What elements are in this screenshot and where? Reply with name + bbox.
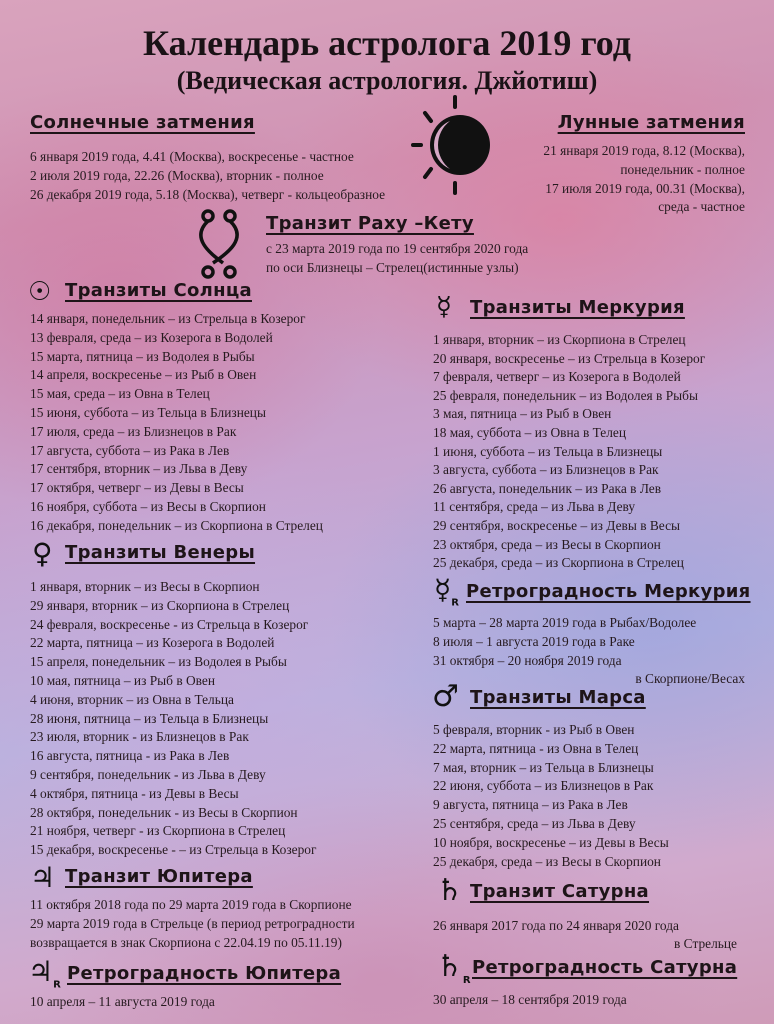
list-item: по оси Близнецы – Стрелец(истинные узлы) (266, 259, 519, 275)
list-item: 10 апреля – 11 августа 2019 года (30, 994, 215, 1009)
mercury-retro-heading: Ретроградность Меркурия (466, 581, 751, 602)
list-item: 10 ноября, воскресенье – из Девы в Весы (433, 834, 669, 850)
list-item: 25 декабря, среда – из Весы в Скорпион (433, 853, 661, 869)
sun-transits-list (30, 310, 323, 536)
list-item: 29 января, вторник – из Скорпиона в Стрелец (30, 597, 290, 613)
list-item: 14 апреля, воскресенье – из Рыб в Овен (30, 367, 257, 383)
list-item: 22 марта, пятница - из Овна в Телец (433, 740, 639, 756)
rahu-ketu-icon (188, 208, 248, 280)
list-item: 29 сентября, воскресенье – из Девы в Весы (433, 517, 681, 533)
venus-transits-list (30, 578, 316, 860)
lunar-eclipses-list (543, 142, 745, 217)
list-item: 15 апреля, понедельник – из Водолея в Рыбы (30, 654, 287, 670)
list-item: 2 июля 2019 года, 22.26 (Москва), вторник - полное (30, 167, 324, 183)
list-item: 9 сентября, понедельник - из Льва в Деву (30, 766, 266, 782)
list-item: 6 января 2019 года, 4.41 (Москва), воскресенье - частное (30, 149, 354, 164)
jupiter-symbol-icon: ♃ (30, 861, 56, 894)
list-item: 22 марта, пятница – из Козерога в Водолей (30, 635, 275, 651)
jupiter-transit-list (30, 896, 355, 952)
list-item: 25 сентября, среда – из Льва в Деву (433, 815, 636, 831)
page-title: Календарь астролога 2019 год (143, 23, 631, 63)
sun-transits-heading: Транзиты Солнца (65, 280, 252, 301)
list-item: 9 августа, пятница – из Рака в Лев (433, 797, 628, 813)
list-item: 30 апреля – 18 сентября 2019 года (433, 992, 627, 1007)
list-item: 28 октября, понедельник - из Весы в Скорпион (30, 804, 298, 820)
saturn-transit-list (433, 917, 679, 936)
list-item: возвращается в знак Скорпиона с 22.04.19 по 05.11.19) (30, 934, 342, 950)
lunar-eclipses-heading: Лунные затмения (557, 112, 745, 133)
saturn-transit-tail: в Стрельце (674, 936, 737, 951)
list-item: 14 января, понедельник – из Стрельца в Козерог (30, 311, 306, 326)
saturn-retro-heading: Ретроградность Сатурна (472, 957, 738, 978)
list-item: 21 ноября, четверг - из Скорпиона в Стрелец (30, 823, 286, 839)
saturn-transit-heading: Транзит Сатурна (470, 881, 650, 902)
list-item: 28 июня, пятница – из Тельца в Близнецы (30, 710, 269, 726)
list-item: 1 июня, суббота – из Тельца в Близнецы (433, 443, 663, 459)
list-item: 17 октября, четверг – из Девы в Весы (30, 480, 244, 496)
list-item: 23 октября, среда – из Весы в Скорпион (433, 536, 661, 552)
mercury-retro-tail: в Скорпионе/Весах (635, 671, 745, 686)
eclipse-icon (405, 95, 505, 195)
list-item: 16 декабря, понедельник – из Скорпиона в Стрелец (30, 517, 323, 533)
list-item: 24 февраля, воскресенье - из Стрельца в Козерог (30, 616, 309, 632)
list-item: 1 января, вторник – из Скорпиона в Стрелец (433, 332, 686, 347)
page-subtitle: (Ведическая астрология. Джйотиш) (176, 66, 598, 95)
list-item: 10 мая, пятница – из Рыб в Овен (30, 672, 216, 688)
list-item: с 23 марта 2019 года по 19 сентября 2020 года (266, 241, 529, 256)
list-item: 18 мая, суббота – из Овна в Телец (433, 424, 627, 440)
mercury-retro-symbol-icon (434, 573, 459, 609)
rahu-ketu-heading: Транзит Раху –Кету (266, 213, 474, 234)
saturn-symbol-icon: ♄ (436, 873, 463, 908)
list-item: 31 октября – 20 ноября 2019 года (433, 652, 622, 668)
mars-transits-list (433, 721, 669, 871)
list-item: 26 декабря 2019 года, 5.18 (Москва), четверг - кольцеобразное (30, 186, 386, 202)
list-item: 15 июня, суббота – из Тельца в Близнецы (30, 404, 266, 420)
jupiter-retro-list (30, 993, 215, 1012)
list-item: 29 марта 2019 года в Стрельце (в период ретроградности (30, 915, 355, 931)
list-item: 26 января 2017 года по 24 января 2020 года (433, 918, 679, 933)
jupiter-retro-heading: Ретроградность Юпитера (67, 963, 342, 984)
retro-mark: R (451, 597, 459, 609)
list-item: понедельник - полное (620, 161, 745, 177)
venus-transits-heading: Транзиты Венеры (65, 542, 256, 563)
list-item: 21 января 2019 года, 8.12 (Москва), (543, 143, 745, 158)
solar-eclipses-heading: Солнечные затмения (30, 112, 255, 133)
list-item: 17 июля 2019 года, 00.31 (Москва), (545, 180, 745, 196)
list-item: 15 декабря, воскресенье - – из Стрельца в Козерог (30, 842, 317, 858)
saturn-retro-list (433, 991, 627, 1010)
list-item: 5 февраля, вторник - из Рыб в Овен (433, 722, 635, 737)
jupiter-glyph: ♃ (28, 955, 54, 988)
mercury-retro-list (433, 614, 696, 670)
retro-mark: R (53, 979, 61, 991)
list-item: 17 сентября, вторник – из Льва в Деву (30, 461, 248, 477)
mercury-transits-heading: Транзиты Меркурия (470, 297, 685, 318)
jupiter-retro-symbol-icon (28, 955, 61, 991)
list-item: 4 июня, вторник – из Овна в Тельца (30, 691, 234, 707)
list-item: 26 августа, понедельник – из Рака в Лев (433, 480, 662, 496)
list-item: 25 декабря, среда – из Скорпиона в Стрелец (433, 555, 684, 571)
saturn-retro-symbol-icon (436, 949, 471, 986)
venus-symbol-icon: ♀ (32, 537, 53, 570)
list-item: 25 февраля, понедельник – из Водолея в Рыбы (433, 387, 698, 403)
list-item: 7 февраля, четверг – из Козерога в Водолей (433, 369, 681, 385)
list-item: 20 января, воскресенье – из Стрельца в Козерог (433, 350, 706, 366)
retro-mark: R (462, 975, 471, 986)
list-item: 3 августа, суббота – из Близнецов в Рак (433, 462, 659, 478)
list-item: 1 января, вторник – из Весы в Скорпион (30, 579, 260, 594)
list-item: 16 августа, пятница - из Рака в Лев (30, 748, 230, 764)
list-item: 15 мая, среда – из Овна в Телец (30, 386, 210, 402)
solar-eclipses-list (30, 148, 385, 204)
list-item: 7 мая, вторник – из Тельца в Близнецы (433, 759, 654, 775)
list-item: 3 мая, пятница – из Рыб в Овен (433, 406, 612, 422)
sun-symbol-icon: ☉ (28, 277, 52, 307)
mercury-glyph: ☿ (434, 573, 452, 606)
list-item: среда - частное (658, 199, 745, 215)
rahu-ketu-list (266, 240, 528, 278)
list-item: 22 июня, суббота – из Близнецов в Рак (433, 778, 654, 794)
mars-transits-heading: Транзиты Марса (470, 687, 646, 708)
list-item: 11 октября 2018 года по 29 марта 2019 года в Скорпионе (30, 897, 352, 912)
list-item: 16 ноября, суббота – из Весы в Скорпион (30, 498, 266, 514)
list-item: 13 февраля, среда – из Козерога в Водолей (30, 329, 273, 345)
mercury-transits-list (433, 331, 705, 573)
list-item: 17 июля, среда – из Близнецов в Рак (30, 423, 237, 439)
jupiter-transit-heading: Транзит Юпитера (65, 866, 253, 887)
list-item: 23 июля, вторник - из Близнецов в Рак (30, 729, 249, 745)
saturn-glyph: ♄ (436, 949, 463, 984)
list-item: 15 марта, пятница – из Водолея в Рыбы (30, 348, 255, 364)
mars-symbol-icon: ♂ (432, 679, 459, 714)
list-item: 17 августа, суббота – из Рака в Лев (30, 442, 230, 458)
list-item: 8 июля – 1 августа 2019 года в Раке (433, 633, 635, 649)
list-item: 5 марта – 28 марта 2019 года в Рыбах/Водолее (433, 615, 697, 630)
list-item: 4 октября, пятница - из Девы в Весы (30, 785, 239, 801)
mercury-symbol-icon: ☿ (436, 292, 452, 322)
list-item: 11 сентября, среда – из Льва в Деву (433, 499, 636, 515)
